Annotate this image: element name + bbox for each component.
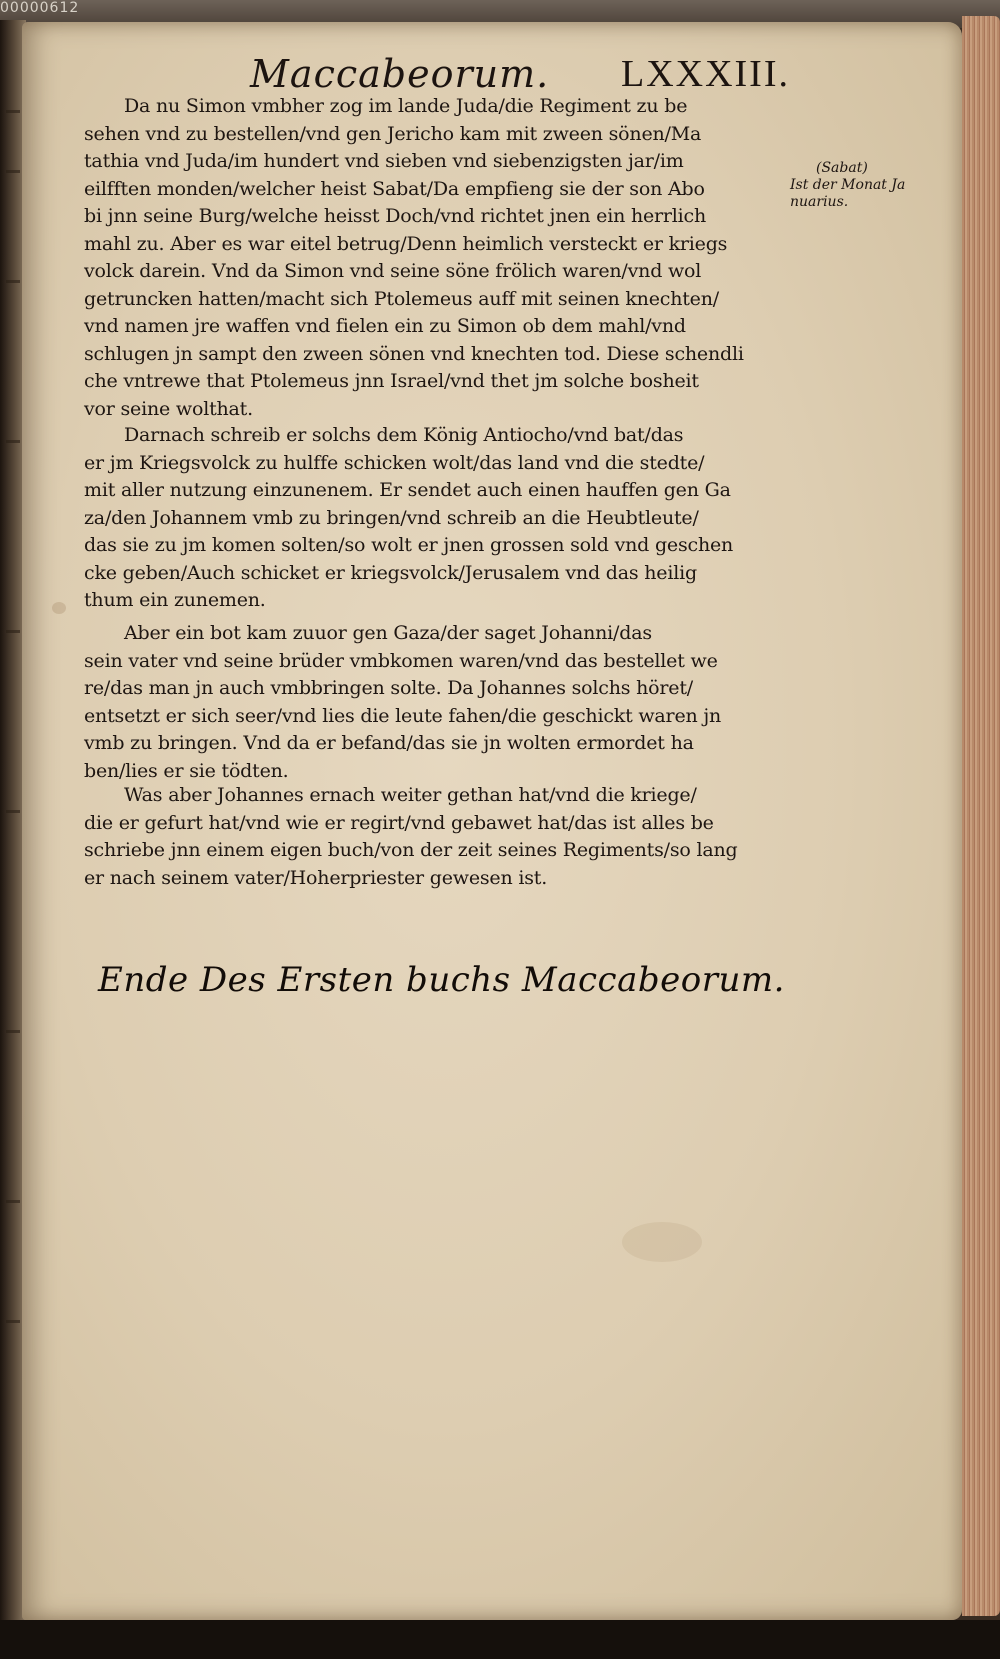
text-line: za/den Johannem vmb zu bringen/vnd schreib an die Heubtleute/ — [84, 506, 699, 529]
text-line: mit aller nutzung einzunenem. Er sendet auch einen hauffen gen Ga — [84, 479, 731, 501]
text-line: Darnach schreib er solchs dem König Antiocho/vnd bat/das — [124, 424, 684, 446]
text-line: er jm Kriegsvolck zu hulffe schicken wolt/das land vnd die stedte/ — [84, 451, 705, 474]
text-line: re/das man jn auch vmbbringen solte. Da Johannes solchs höret/ — [84, 677, 693, 699]
text-line: mahl zu. Aber es war eitel betrug/Denn heimlich versteckt er kriegs — [84, 232, 728, 255]
marginal-note-line: Ist der Monat Ja — [790, 177, 906, 193]
text-line: cke geben/Auch schicket er kriegsvolck/Jerusalem vnd das heilig — [84, 561, 697, 584]
text-line: volck darein. Vnd da Simon vnd seine söne frölich waren/vnd wol — [84, 260, 702, 282]
text-line: die er gefurt hat/vnd wie er regirt/vnd gebawet hat/das ist alles be — [84, 811, 714, 834]
scan-label: 00000612 — [0, 0, 80, 16]
paragraph-3 — [84, 620, 784, 785]
paragraph-1 — [84, 93, 784, 423]
marginal-note-line: nuarius. — [790, 194, 849, 210]
book-explicit: Ende Des Ersten buchs Maccabeorum. — [98, 960, 785, 1000]
text-line: bi jnn seine Burg/welche heisst Doch/vnd richtet jnen ein herrlich — [84, 205, 707, 227]
text-line: ben/lies er sie tödten. — [84, 759, 289, 782]
paper-stain — [622, 1222, 702, 1262]
text-line: Was aber Johannes ernach weiter gethan hat/vnd die kriege/ — [124, 784, 697, 806]
paragraph-2 — [84, 422, 784, 615]
text-line: das sie zu jm komen solten/so wolt er jnen grossen sold vnd geschen — [84, 534, 734, 556]
text-line: vmb zu bringen. Vnd da er befand/das sie jn wolten ermordet ha — [84, 732, 694, 754]
paragraph-4 — [84, 782, 784, 892]
text-line: sein vater vnd seine brüder vmbkomen waren/vnd das bestellet we — [84, 649, 718, 672]
text-line: thum ein zunemen. — [84, 589, 266, 611]
marginal-note-line: (Sabat) — [816, 160, 868, 176]
marginal-note — [790, 160, 925, 211]
text-line: vnd namen jre waffen vnd fielen ein zu Simon ob dem mahl/vnd — [84, 315, 686, 337]
text-line: schlugen jn sampt den zween sönen vnd knechten tod. Diese schendli — [84, 342, 744, 365]
text-line: Da nu Simon vmbher zog im lande Juda/die Regiment zu be — [124, 95, 688, 117]
scan-bottom-edge — [0, 1620, 1000, 1659]
text-line: sehen vnd zu bestellen/vnd gen Jericho kam mit zween sönen/Ma — [84, 122, 702, 145]
text-line: schriebe jnn einem eigen buch/von der zeit seines Regiments/so lang — [84, 839, 738, 861]
text-line: che vntrewe that Ptolemeus jnn Israel/vnd thet jm solche bosheit — [84, 370, 699, 392]
text-line: entsetzt er sich seer/vnd lies die leute fahen/die geschickt waren jn — [84, 704, 722, 727]
ink-spot — [52, 602, 66, 614]
folio-number: LXXXIII. — [620, 53, 790, 95]
text-line: eilfften monden/welcher heist Sabat/Da empfieng sie der son Abo — [84, 177, 705, 200]
fore-edge — [962, 16, 1000, 1616]
text-line: er nach seinem vater/Hoherpriester gewesen ist. — [84, 866, 548, 889]
text-line: Aber ein bot kam zuuor gen Gaza/der saget Johanni/das — [124, 622, 652, 644]
text-line: getruncken hatten/macht sich Ptolemeus auff mit seinen knechten/ — [84, 287, 719, 310]
text-line: vor seine wolthat. — [84, 397, 253, 420]
text-line: tathia vnd Juda/im hundert vnd sieben vnd siebenzigsten jar/im — [84, 150, 684, 172]
running-head-title: Maccabeorum. — [250, 52, 550, 96]
